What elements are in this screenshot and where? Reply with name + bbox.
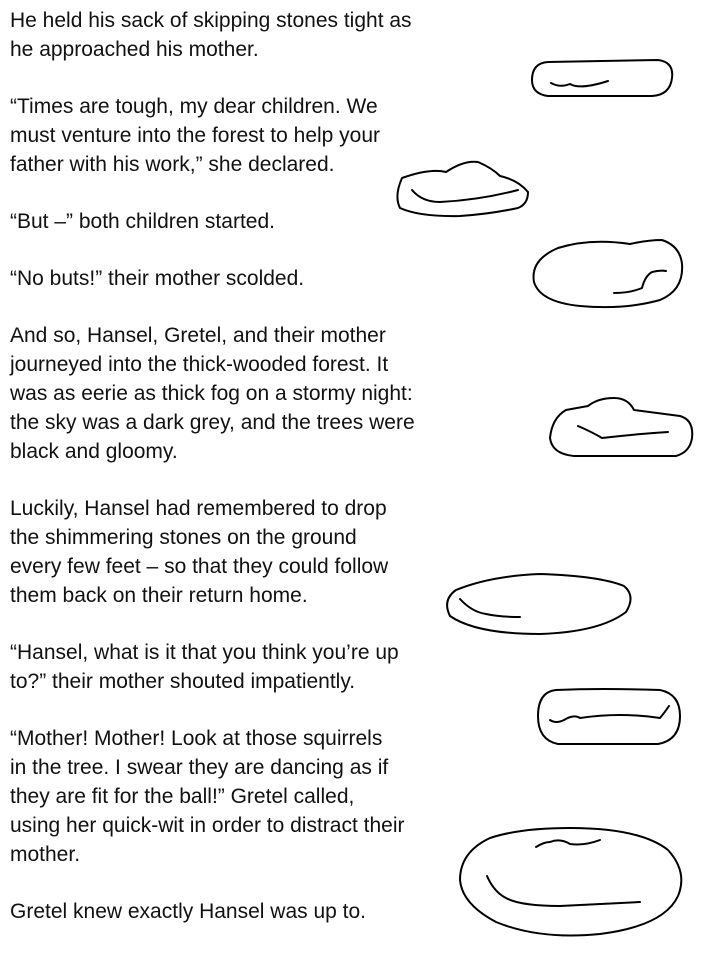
stone-1-drawing	[532, 60, 672, 96]
stone-3-drawing	[534, 240, 683, 307]
paragraph-4: “No buts!” their mother scolded.	[10, 267, 305, 290]
paragraph-8: “Mother! Mother! Look at those squirrels in the tree. I swear they are dancing as if they are fit for the ball!” Gretel called, using her quick-wit in order to distract their mother.	[10, 727, 405, 866]
stone-4-drawing	[550, 398, 692, 456]
stone-7-drawing	[460, 828, 681, 936]
paragraph-2: “Times are tough, my dear children. We must venture into the forest to help your father with his work,” she declared.	[10, 95, 381, 176]
paragraph-6: Luckily, Hansel had remembered to drop the shimmering stones on the ground every few feet – so that they could follow them back on their return home.	[10, 497, 389, 607]
stone-6-drawing	[538, 689, 680, 744]
paragraph-1: He held his sack of skipping stones tight as he approached his mother.	[10, 9, 412, 61]
story-text	[10, 6, 490, 926]
paragraph-3: “But –” both children started.	[10, 210, 275, 233]
paragraph-9: Gretel knew exactly Hansel was up to.	[10, 900, 366, 923]
paragraph-7: “Hansel, what is it that you think you’re up to?” their mother shouted impatiently.	[10, 641, 399, 693]
paragraph-5: And so, Hansel, Gretel, and their mother journeyed into the thick-wooded forest. It was as eerie as thick fog on a stormy night: the sky was a dark grey, and the trees were black and gloomy.	[10, 324, 415, 463]
